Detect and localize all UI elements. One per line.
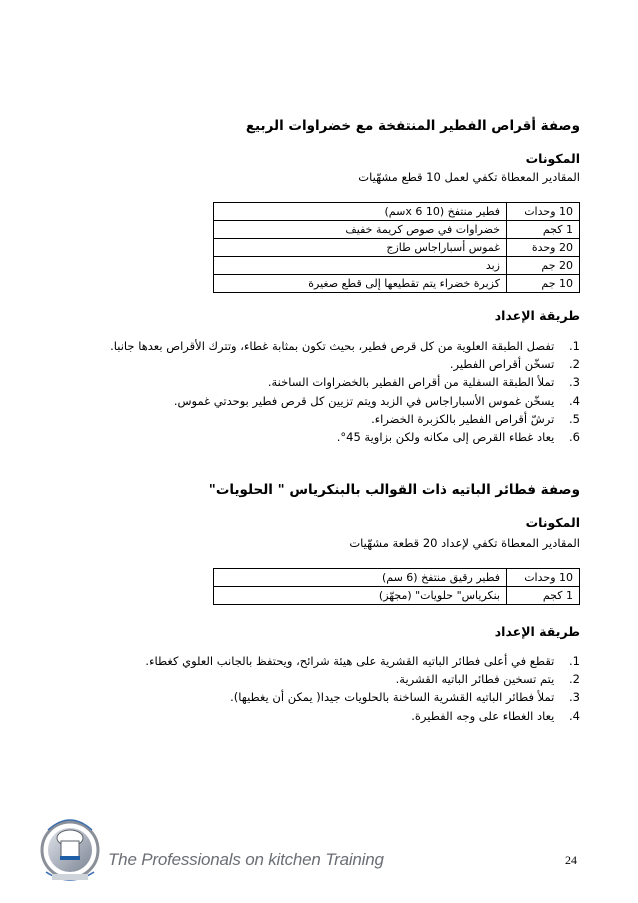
- step-text: ترشّ أقراص الفطير بالكزبرة الخضراء.: [371, 411, 555, 426]
- recipe-2-title: وصفة فطائر الباتيه ذات القوالب بالبنكرياس " الحلويات": [208, 482, 580, 498]
- ingredient-qty: 10 وحدات: [507, 569, 580, 587]
- table-row: [214, 239, 580, 257]
- step-number: 4.: [569, 393, 580, 408]
- ingredient-item: فطير منتفخ (10 x 6سم): [214, 203, 507, 221]
- step-text: تملأ فطائر الباتيه القشرية الساخنة بالحلويات جيدا( يمكن أن يغطيها).: [230, 690, 555, 705]
- ingredient-item: بنكرياس" حلويات" (مجهّز): [214, 587, 507, 605]
- step-number: 5.: [569, 411, 580, 426]
- ingredient-item: غموس أسباراجاس طازج: [214, 239, 507, 257]
- list-item: [110, 392, 580, 410]
- list-item: [145, 707, 580, 725]
- list-item: [110, 355, 580, 373]
- recipe-1-ingredients-table: [213, 202, 580, 293]
- ingredient-qty: 10 وحدات: [507, 203, 580, 221]
- list-item: [110, 373, 580, 391]
- recipe-1-title: وصفة أقراص الفطير المنتفخة مع خضراوات الربيع: [245, 118, 580, 134]
- step-number: 1.: [569, 339, 580, 353]
- ingredient-qty: 10 جم: [507, 275, 580, 293]
- list-item: [110, 337, 580, 355]
- table-row: [214, 221, 580, 239]
- table-row: [214, 275, 580, 293]
- recipe-2-steps: [145, 652, 580, 725]
- step-number: 1.: [569, 654, 580, 668]
- recipe-1-steps: [110, 337, 580, 446]
- step-number: 6.: [569, 429, 580, 444]
- ingredient-item: كزبرة خضراء يتم تقطيعها إلى قطع صغيرة: [214, 275, 507, 293]
- recipe-2-method-heading: طريقة الإعداد: [494, 624, 580, 639]
- step-number: 4.: [569, 708, 580, 723]
- step-text: تسخّن أقراص الفطير.: [449, 357, 555, 372]
- step-text: يعاد الغطاء على وجه الفطيرة.: [411, 708, 555, 723]
- step-number: 3.: [569, 690, 580, 705]
- recipe-1-method-heading: طريقة الإعداد: [494, 308, 580, 323]
- list-item: [110, 410, 580, 428]
- ingredient-qty: 1 كجم: [507, 221, 580, 239]
- step-text: يسخّن غموس الأسباراجاس في الزبد ويتم تزيين كل قرص فطير بوحدتي غموس.: [173, 393, 555, 408]
- table-row: [214, 203, 580, 221]
- step-number: 2.: [569, 357, 580, 372]
- ingredient-qty: 20 جم: [507, 257, 580, 275]
- step-text: تفصل الطبقة العلوية من كل قرص فطير، بحيث تكون بمثابة غطاء، وتترك الأقراص بعدها جانبا.: [110, 339, 555, 353]
- list-item: [145, 652, 580, 670]
- ingredient-item: خضراوات في صوص كريمة خفيف: [214, 221, 507, 239]
- footer-tagline: The Professionals on kitchen Training: [108, 850, 384, 869]
- ingredient-item: فطير رقيق منتفخ (6 سم): [214, 569, 507, 587]
- table-row: [214, 257, 580, 275]
- recipe-2-ingredients-table: [213, 568, 580, 605]
- ingredient-item: زبد: [214, 257, 507, 275]
- step-number: 3.: [569, 375, 580, 390]
- table-row: [214, 587, 580, 605]
- list-item: [110, 428, 580, 446]
- ingredient-qty: 20 وحدة: [507, 239, 580, 257]
- recipe-2-servings: المقادير المعطاة تكفي لإعداد 20 قطعة مشهّيات: [349, 536, 580, 550]
- page-number: 24: [565, 853, 577, 867]
- step-text: تقطع في أعلى فطائر الباتيه القشرية على هيئة شرائح، ويحتفظ بالجانب العلوي كغطاء.: [145, 654, 555, 668]
- recipe-1-ingredients-heading: المكونات: [525, 151, 580, 166]
- recipe-2-ingredients-heading: المكونات: [525, 515, 580, 530]
- step-text: يتم تسخين فطائر الباتيه القشرية.: [395, 672, 555, 687]
- step-text: يعاد غطاء القرص إلى مكانه ولكن بزاوية 45°.: [336, 429, 555, 444]
- table-row: [214, 569, 580, 587]
- list-item: [145, 670, 580, 688]
- step-text: تملأ الطبقة السفلية من أقراص الفطير بالخضراوات الساخنة.: [267, 375, 555, 390]
- list-item: [145, 688, 580, 706]
- step-number: 2.: [569, 672, 580, 687]
- ingredient-qty: 1 كجم: [507, 587, 580, 605]
- recipe-1-servings: المقادير المعطاة تكفي لعمل 10 قطع مشهّيات: [358, 170, 580, 184]
